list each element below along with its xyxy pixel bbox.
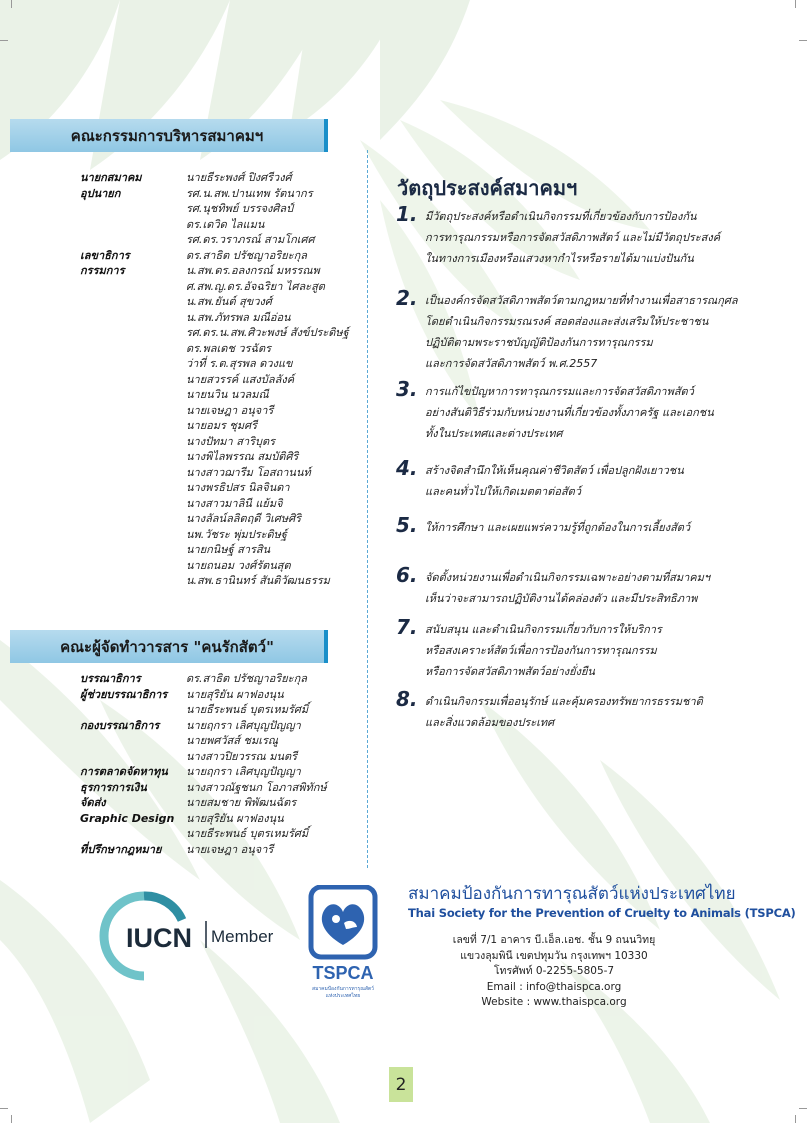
column-divider — [367, 150, 368, 868]
objective-text — [425, 517, 690, 538]
page-number: 2 — [389, 1067, 413, 1102]
crop-mark — [795, 0, 796, 8]
objective-line: เป็นองค์กรจัดสวัสดิภาพสัตว์ตามกฎหมายที่ทำงานเพื่อสาธารณกุศล — [425, 294, 738, 307]
iucn-member-logo — [98, 890, 288, 982]
role-label: การตลาดจัดหาทุน — [80, 765, 168, 778]
objective-line: ปฏิบัติตามพระราชบัญญัติป้องกันการทารุณกรรม — [425, 336, 653, 349]
objectives-title: วัตถุประสงค์สมาคมฯ — [397, 176, 578, 200]
member-name: นายกนิษฐ์ สารสิน — [186, 543, 271, 556]
tspca-logo-text: TSPCA — [312, 963, 374, 983]
member-name: นายฤกรา เลิศบุญปัญญา — [186, 718, 301, 732]
objective-text — [425, 381, 714, 444]
role-label — [80, 749, 174, 765]
member-name: นายอมร ชุมศรี — [186, 419, 258, 432]
role-label: นายกสมาคม — [80, 171, 142, 184]
role-label: Graphic Design — [80, 811, 175, 825]
role-label — [80, 232, 142, 248]
role-label — [80, 733, 174, 749]
tspca-logo-caption: แห่งประเทศไทย — [325, 993, 361, 999]
objective-line: สนับสนุน และดำเนินกิจกรรมเกี่ยวกับการให้บริการ — [425, 623, 662, 636]
role-label — [80, 356, 142, 372]
role-label: อุปนายก — [80, 186, 121, 200]
crop-mark — [11, 1115, 12, 1123]
role-label: เลขาธิการ — [80, 248, 130, 262]
member-name: นพ.วัชระ พุ่มประดิษฐ์ — [186, 527, 287, 541]
member-name: น.สพ.ภัทรพล มณีอ่อน — [186, 310, 291, 324]
objective-number: 7. — [396, 615, 418, 639]
member-name: นายสมชาย พิพัฒนฉัตร — [186, 796, 297, 809]
member-name: นางพิไลพรรณ สมบัติศิริ — [186, 450, 299, 463]
objective-line: การแก้ไขปัญหาการทารุณกรรมและการจัดสวัสดิภาพสัตว์ — [425, 385, 694, 398]
objective-line: ให้การศึกษา และเผยแพร่ความรู้ที่ถูกต้องในการเลี้ยงสัตว์ — [425, 521, 691, 534]
member-name: นายธีระพนธ์ บุตรเหมรัศมิ์ — [186, 827, 309, 840]
objective-line: โดยดำเนินกิจกรรมรณรงค์ สอดส่องและส่งเสริมให้ประชาชน — [425, 315, 709, 328]
role-label — [80, 403, 142, 419]
crop-mark — [795, 1115, 796, 1123]
objective-line: ดำเนินกิจกรรมเพื่ออนุรักษ์ และคุ้มครองทรัพยากรธรรมชาติ — [425, 695, 703, 708]
member-name: นายสุริยัน ผาฟองนุน — [186, 687, 284, 701]
role-label: ที่ปรึกษากฎหมาย — [80, 842, 162, 856]
objective-line: และสิ่งแวดล้อมของประเทศ — [425, 716, 555, 729]
member-name: นายธีระพงศ์ ปิงศรีวงศ์ — [186, 171, 292, 184]
member-name: นายถนอม วงศ์รัตนสุต — [186, 558, 291, 572]
objective-line: หรือการจัดสวัสดิภาพสัตว์อย่างยั่งยืน — [425, 665, 595, 678]
role-label: กรรมการ — [80, 264, 125, 277]
member-name: นายพศวัสส์ ชมเรณู — [186, 734, 279, 747]
objective-text — [425, 460, 684, 502]
role-label — [80, 826, 174, 842]
objective-number: 6. — [396, 563, 418, 587]
role-label: กองบรรณาธิการ — [80, 718, 160, 732]
tspca-logo — [308, 885, 378, 1003]
objective-text — [425, 567, 710, 609]
crop-mark — [0, 40, 8, 41]
member-name: น.สพ.ดร.อลงกรณ์ มหรรณพ — [186, 264, 320, 277]
member-name: รศ.ดร.น.สพ.ศิวะพงษ์ สังข์ประดิษฐ์ — [186, 326, 349, 339]
committee-names — [186, 170, 349, 589]
iucn-member-label: Member — [211, 927, 274, 946]
member-name: นางสาวณัฐชนก โอภาสพิทักษ์ — [186, 780, 327, 794]
crop-mark — [799, 1108, 807, 1109]
member-name: นายฤกรา เลิศบุญปัญญา — [186, 765, 301, 778]
role-label — [80, 387, 142, 403]
role-label — [80, 449, 142, 465]
objective-number: 1. — [396, 202, 418, 226]
role-label: จัดส่ง — [80, 796, 106, 809]
org-address — [444, 933, 664, 1011]
role-label — [80, 418, 142, 434]
org-name-thai: สมาคมป้องกันการทารุณสัตว์แห่งประเทศไทย — [408, 884, 736, 904]
editorial-names — [186, 671, 327, 857]
crop-mark — [0, 1108, 8, 1109]
member-name: รศ.น.สพ.ปานเทพ รัตนากร — [186, 186, 313, 200]
member-name: นางสาวฌารีม โอสถานนท์ — [186, 465, 311, 479]
member-name: นายธีระพนธ์ บุตรเหมรัศมิ์ — [186, 703, 309, 716]
member-name: นายเจษฎา อนุจารี — [186, 403, 274, 417]
member-name: ดร.สาธิต ปรัชญาอริยะกุล — [186, 248, 307, 262]
member-name: นายเจษฎา อนุจารี — [186, 842, 274, 856]
role-label — [80, 201, 142, 217]
member-name: ดร.สาธิต ปรัชญาอริยะกุล — [186, 672, 307, 685]
objective-line: หรือสงเคราะห์สัตว์เพื่อการป้องกันการทารุณกรรม — [425, 644, 657, 657]
objective-line: เห็นว่าจะสามารถปฏิบัติงานได้คล่องตัว และมีประสิทธิภาพ — [425, 592, 698, 605]
objective-number: 2. — [396, 286, 418, 310]
crop-mark — [11, 0, 12, 8]
objective-line: สร้างจิตสำนึกให้เห็นคุณค่าชีวิตสัตว์ เพื่อปลูกฝังเยาวชน — [425, 464, 684, 477]
member-name: ศ.สพ.ญ.ดร.อัจฉริยา ไศละสูต — [186, 279, 325, 293]
member-name: นายนวิน นวลมณี — [186, 388, 269, 401]
role-label: ผู้ช่วยบรรณาธิการ — [80, 687, 168, 701]
phone-line: โทรศัพท์ 0-2255-5805-7 — [493, 965, 615, 977]
objective-line: และคนทั่วไปให้เกิดเมตตาต่อสัตว์ — [425, 485, 582, 498]
email-line[interactable]: Email : info@thaispca.org — [486, 980, 622, 993]
objective-line: ในทางการเมืองหรือแสวงหากำไรหรือรายได้มาแบ่งปันกัน — [425, 252, 694, 265]
role-label — [80, 702, 174, 718]
objective-line: และการจัดสวัสดิภาพสัตว์ พ.ศ.2557 — [425, 357, 598, 370]
member-name: นางพรธิปสร นิลจินดา — [186, 481, 290, 494]
role-label — [80, 279, 142, 295]
committee-header: คณะกรรมการบริหารสมาคมฯ — [10, 119, 328, 152]
committee-roles — [80, 170, 142, 465]
role-label: ธุรการการเงิน — [80, 780, 147, 794]
role-label: บรรณาธิการ — [80, 672, 141, 685]
editorial-header: คณะผู้จัดทำวารสาร "คนรักสัตว์" — [10, 630, 328, 663]
address-line: เลขที่ 7/1 อาคาร บี.เอ็ล.เอช. ชั้น 9 ถนนวิทยุ — [452, 934, 656, 946]
objective-line: การทารุณกรรมหรือการจัดสวัสดิภาพสัตว์ และไม่มีวัตถุประสงค์ — [425, 231, 721, 244]
role-label — [80, 434, 142, 450]
member-name: นางลัลน์ลลิตฤดี วิเศษศิริ — [186, 512, 302, 525]
objective-line: มีวัตถุประสงค์หรือดำเนินกิจกรรมที่เกี่ยวข้องกับการป้องกัน — [425, 210, 697, 223]
role-label — [80, 372, 142, 388]
objective-text — [425, 691, 703, 733]
role-label — [80, 310, 142, 326]
objective-number: 4. — [396, 456, 418, 480]
member-name: ดร.พลเดช วรฉัตร — [186, 341, 272, 355]
member-name: นางสาวมาลินี แย้มจิ — [186, 496, 283, 510]
member-name: รศ.ดร.วราภรณ์ สามโกเศศ — [186, 233, 315, 246]
role-label — [80, 217, 142, 233]
member-name: น.สพ.ธานินทร์ สันติวัฒนธรรม — [186, 574, 330, 587]
objective-text — [425, 619, 662, 682]
member-name: นายสุริยัน ผาฟองนุน — [186, 811, 284, 825]
member-name: นางสาวปิยวรรณ มนตรี — [186, 749, 298, 763]
role-label — [80, 341, 142, 357]
objective-line: ทั้งในประเทศและต่างประเทศ — [425, 427, 563, 440]
member-name: ว่าที่ ร.ต.สุรพล ดวงแข — [186, 357, 293, 370]
role-label — [80, 325, 142, 341]
objective-text — [425, 290, 738, 374]
address-line: แขวงลุมพินี เขตปทุมวัน กรุงเทพฯ 10330 — [460, 949, 648, 962]
objective-number: 3. — [396, 377, 418, 401]
objective-line: จัดตั้งหน่วยงานเพื่อดำเนินกิจกรรมเฉพาะอย่างตามที่สมาคมฯ — [425, 571, 711, 584]
member-name: น.สพ.ยันต์ สุขวงศ์ — [186, 295, 272, 308]
member-name: นายสวรรค์ แสงบัลลังค์ — [186, 372, 295, 386]
editorial-roles — [80, 671, 174, 857]
objective-line: อย่างสันติวิธีร่วมกับหน่วยงานที่เกี่ยวข้องทั้งภาครัฐ และเอกชน — [425, 406, 714, 419]
member-name: รศ.นุชทิพย์ บรรจงศิลป์ — [186, 202, 294, 215]
objective-text — [425, 206, 720, 269]
website-line[interactable]: Website : www.thaispca.org — [481, 996, 627, 1008]
objective-number: 5. — [396, 513, 418, 537]
org-name-english: Thai Society for the Prevention of Cruelty to Animals (TSPCA) — [408, 906, 796, 920]
iucn-acronym: IUCN — [126, 923, 192, 953]
tspca-logo-caption: สมาคมป้องกันการทารุณสัตว์ — [312, 986, 374, 992]
member-name: ดร.เดวิด ไลแมน — [186, 217, 265, 231]
role-label — [80, 294, 142, 310]
member-name: นางปัทมา สาริบุตร — [186, 434, 276, 448]
crop-mark — [799, 40, 807, 41]
objective-number: 8. — [396, 687, 418, 711]
